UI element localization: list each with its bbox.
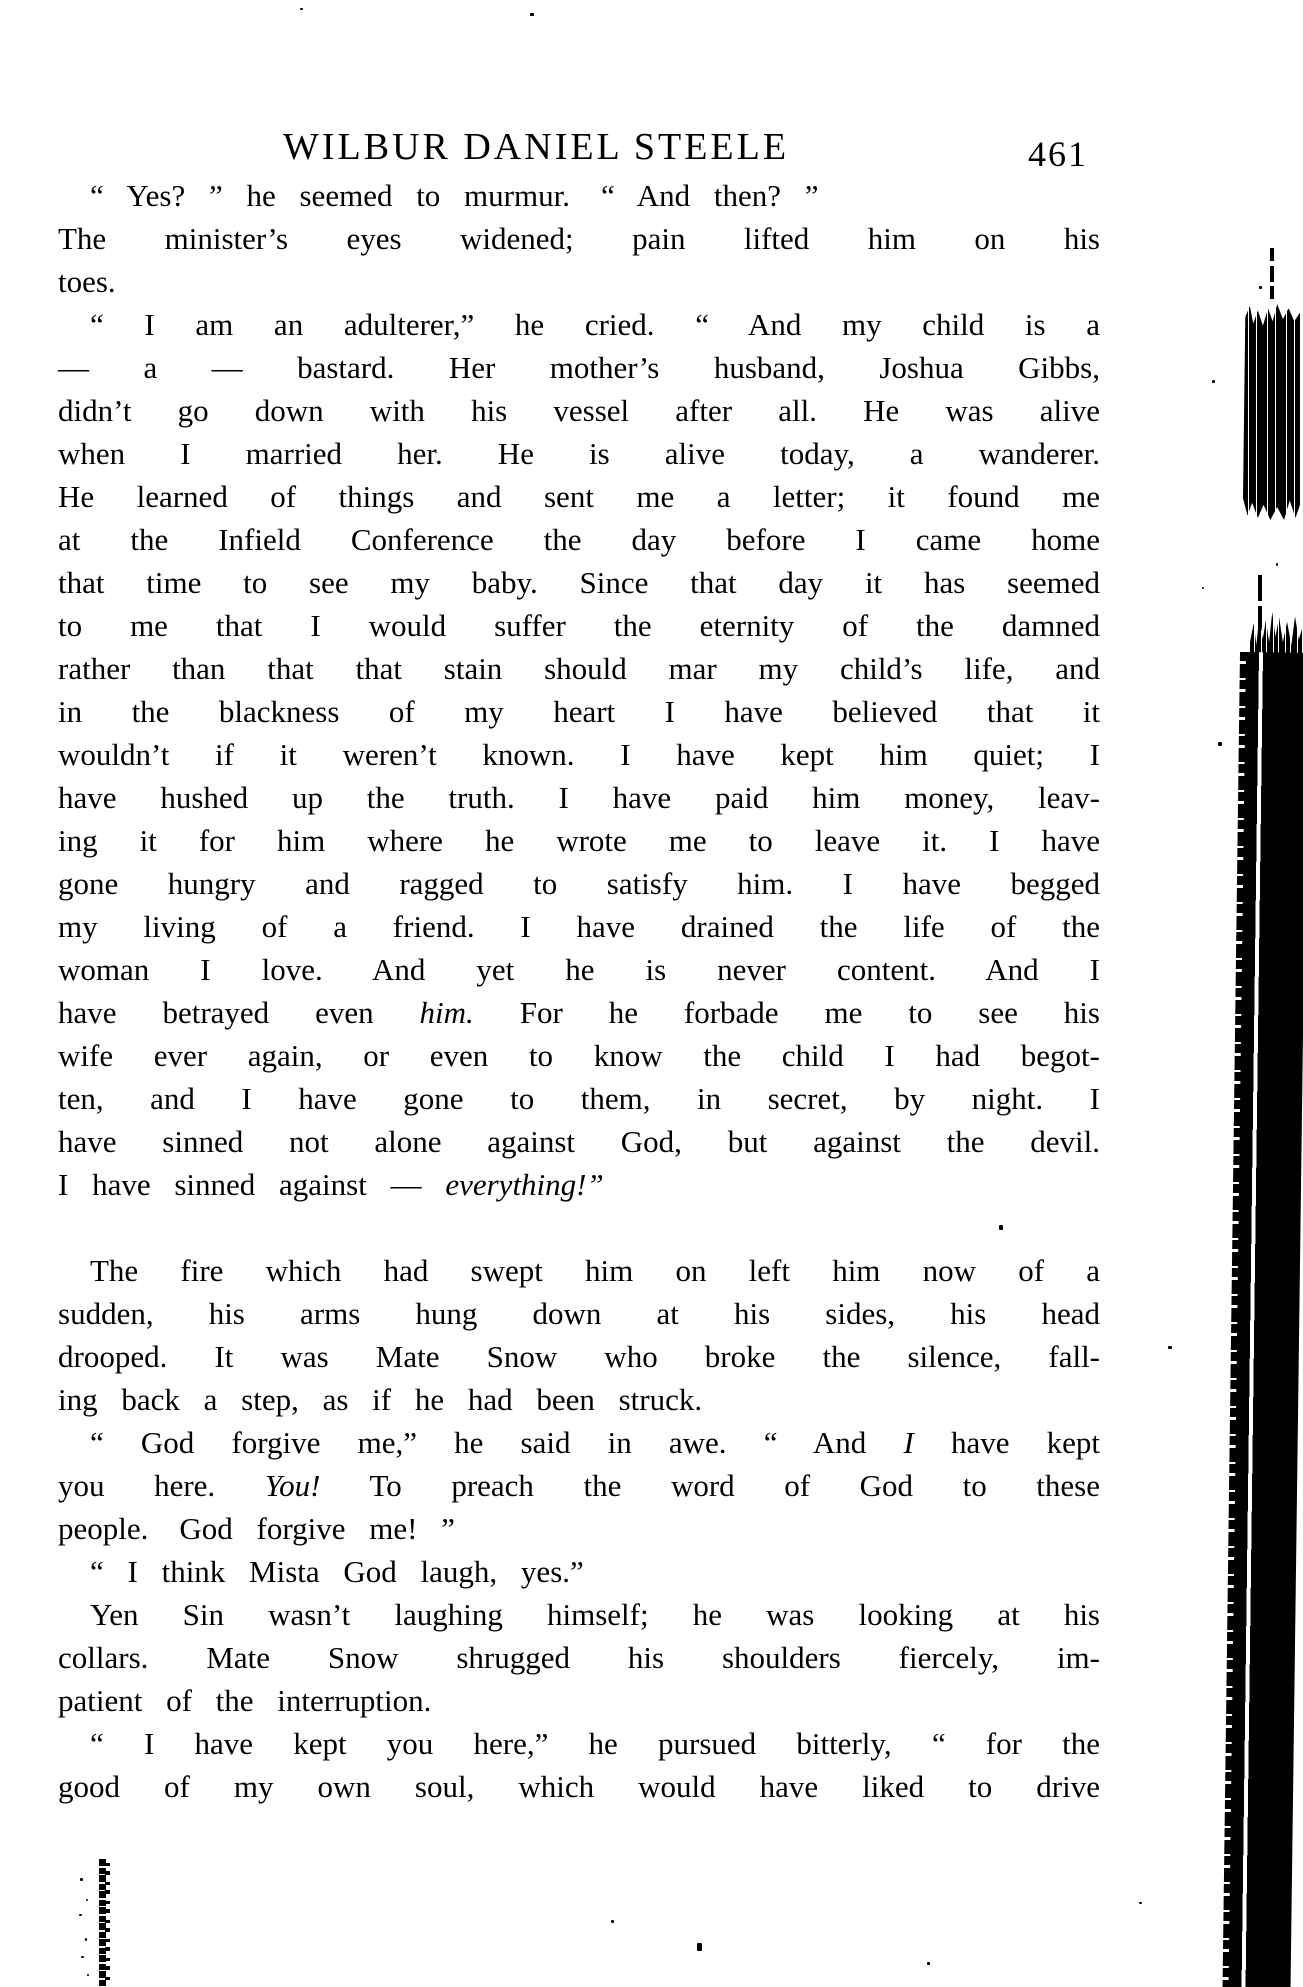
scan-speck (1202, 587, 1204, 589)
scan-speck (81, 1956, 84, 1958)
text-segment: have hushed up the truth. I have paid him money, leav- (58, 780, 1100, 815)
text-segment: ten, and I have gone to them, in secret, by night. I (58, 1081, 1100, 1116)
scan-speck (1276, 563, 1278, 566)
scan-speck (1212, 380, 1215, 383)
text-line (58, 518, 1100, 561)
text-segment: drooped. It was Mate Snow who broke the silence, fall- (58, 1339, 1100, 1374)
text-segment: “ I think Mista God laugh, yes.” (90, 1554, 584, 1589)
text-segment: didn’t go down with his vessel after all. He was alive (58, 393, 1100, 428)
text-line (58, 1335, 1100, 1378)
text-line (58, 1464, 1100, 1507)
italic-text-segment: everything!” (445, 1167, 604, 1202)
italic-text-segment: I (903, 1425, 914, 1460)
text-segment: The minister’s eyes widened; pain lifted him on his (58, 221, 1100, 256)
page-number: 461 (1028, 134, 1088, 174)
text-segment: woman I love. And yet he is never content. And I (58, 952, 1100, 987)
text-line (58, 389, 1100, 432)
text-line (58, 905, 1100, 948)
text-segment: have kept (913, 1425, 1101, 1460)
paragraph (58, 1722, 1100, 1808)
text-segment: ing it for him where he wrote me to leave it. I have (58, 823, 1100, 858)
text-line (58, 1120, 1100, 1163)
text-line (58, 475, 1100, 518)
text-segment: collars. Mate Snow shrugged his shoulders fiercely, im- (58, 1640, 1100, 1675)
italic-text-segment: him. (419, 995, 474, 1030)
text-line (58, 1507, 1100, 1550)
text-segment: — a — bastard. Her mother’s husband, Joshua Gibbs, (58, 350, 1100, 385)
scan-artifact-tick (1270, 248, 1274, 300)
text-segment: my living of a friend. I have drained the life of the (58, 909, 1100, 944)
text-line (58, 346, 1100, 389)
text-line (58, 604, 1100, 647)
italic-text-segment: You! (264, 1468, 321, 1503)
text-line (58, 1679, 1100, 1722)
text-segment: He learned of things and sent me a letter; it found me (58, 479, 1100, 514)
text-line (58, 217, 1100, 260)
text-segment: in the blackness of my heart I have believed that it (58, 694, 1100, 729)
text-line (58, 1292, 1100, 1335)
text-line (58, 1378, 1100, 1421)
text-line (58, 561, 1100, 604)
text-line (58, 733, 1100, 776)
scan-speck (86, 1899, 88, 1901)
paragraph (58, 1550, 1100, 1593)
scan-speck (79, 1914, 82, 1916)
text-segment: gone hungry and ragged to satisfy him. I have begged (58, 866, 1100, 901)
text-line (58, 1249, 1100, 1292)
text-segment: people. God forgive me! ” (58, 1511, 455, 1546)
text-line (58, 948, 1100, 991)
text-segment: For he forbade me to see his (473, 995, 1100, 1030)
text-line (58, 991, 1100, 1034)
scan-speck (697, 1943, 702, 1951)
text-line (58, 174, 1100, 217)
text-block (58, 174, 1100, 1808)
text-line (58, 1550, 1100, 1593)
text-line (58, 1593, 1100, 1636)
text-line (58, 1636, 1100, 1679)
scan-speck (85, 1938, 87, 1941)
text-line (58, 260, 1100, 303)
text-segment: at the Infield Conference the day before I came home (58, 522, 1100, 557)
scan-speck (1168, 1346, 1172, 1349)
scan-artifact-ink-streak (99, 1859, 106, 1987)
text-segment: you here. (58, 1468, 265, 1503)
text-line (58, 1722, 1100, 1765)
text-segment: toes. (58, 264, 116, 299)
text-line (58, 1765, 1100, 1808)
scan-speck (1139, 1902, 1142, 1904)
scan-speck (87, 1974, 89, 1976)
scan-speck (1218, 742, 1222, 746)
text-segment: have betrayed even (58, 995, 420, 1030)
text-segment: sudden, his arms hung down at his sides, his head (58, 1296, 1100, 1331)
text-segment: have sinned not alone against God, but against the devil. (58, 1124, 1100, 1159)
text-segment: I have sinned against — (58, 1167, 446, 1202)
text-segment: patient of the interruption. (58, 1683, 432, 1718)
text-segment: wouldn’t if it weren’t known. I have kept him quiet; I (58, 737, 1100, 772)
scan-speck (530, 13, 534, 16)
text-segment: good of my own soul, which would have liked to drive (58, 1769, 1100, 1804)
text-line (58, 303, 1100, 346)
text-segment: “ I have kept you here,” he pursued bitterly, “ for the (90, 1726, 1100, 1761)
scan-speck (999, 1225, 1003, 1230)
text-segment: “ I am an adulterer,” he cried. “ And my child is a (90, 307, 1100, 342)
text-line (58, 690, 1100, 733)
text-line (58, 1077, 1100, 1120)
text-line (58, 776, 1100, 819)
text-line (58, 862, 1100, 905)
paragraph (58, 303, 1100, 1206)
running-header-title: WILBUR DANIEL STEELE (283, 126, 790, 168)
scan-speck (1259, 286, 1262, 289)
scan-artifact-binding-smudge (1243, 304, 1300, 520)
text-segment: wife ever again, or even to know the child I had begot- (58, 1038, 1100, 1073)
paragraph (58, 1249, 1100, 1421)
paragraph (58, 1421, 1100, 1550)
text-segment: to me that I would suffer the eternity of the damned (58, 608, 1100, 643)
text-segment: rather than that that stain should mar my child’s life, and (58, 651, 1100, 686)
text-line (58, 819, 1100, 862)
text-segment: “ Yes? ” he seemed to murmur. “ And then? ” (90, 178, 819, 213)
text-segment: ing back a step, as if he had been struck. (58, 1382, 703, 1417)
paragraph (58, 174, 1100, 217)
text-line (58, 647, 1100, 690)
scan-speck (927, 1962, 930, 1965)
text-line (58, 1034, 1100, 1077)
text-line (58, 1421, 1100, 1464)
paragraph (58, 1593, 1100, 1722)
scan-speck (80, 1878, 83, 1881)
scan-artifact-binding-band (1228, 652, 1303, 1987)
text-segment: Yen Sin wasn’t laughing himself; he was looking at his (90, 1597, 1100, 1632)
text-segment: “ God forgive me,” he said in awe. “ And (90, 1425, 904, 1460)
scan-speck (611, 1920, 614, 1923)
paragraph (58, 217, 1100, 303)
text-segment: when I married her. He is alive today, a wanderer. (58, 436, 1100, 471)
text-line (58, 1163, 1100, 1206)
text-line (58, 432, 1100, 475)
text-segment: that time to see my baby. Since that day it has seemed (58, 565, 1100, 600)
text-segment: To preach the word of God to these (320, 1468, 1100, 1503)
text-segment: The fire which had swept him on left him now of a (90, 1253, 1100, 1288)
scan-speck (300, 8, 303, 10)
